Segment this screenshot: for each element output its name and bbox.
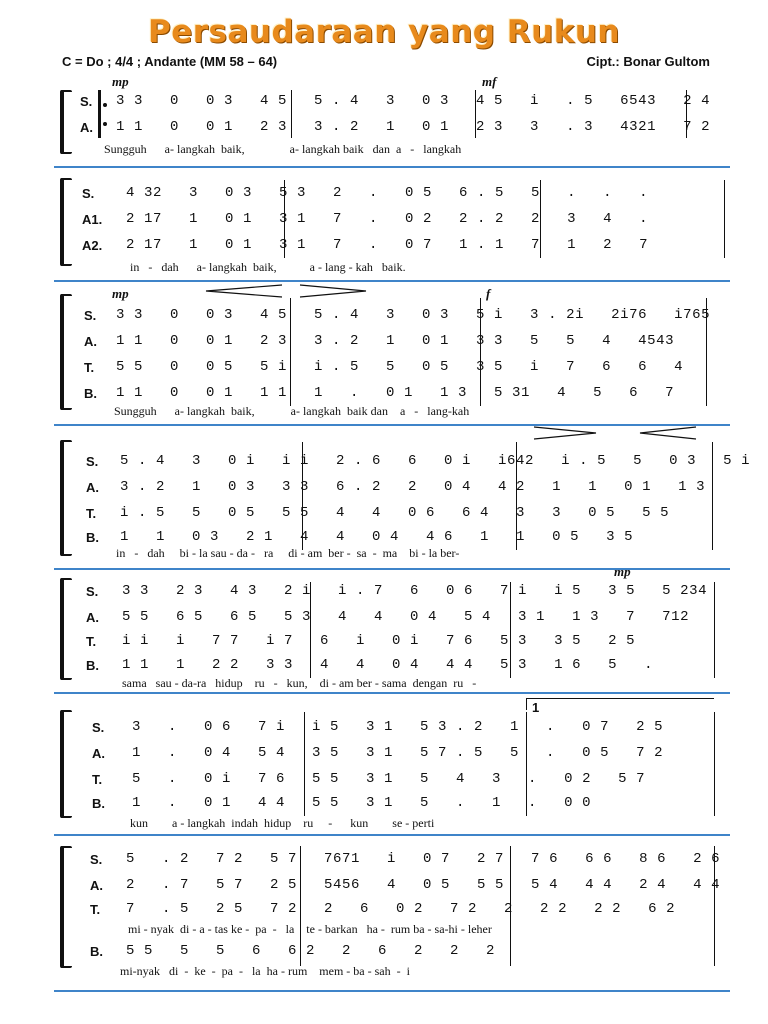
barline <box>724 180 725 258</box>
voice-notes: 3 3 0 0 3 4 5 5 . 4 3 0 3 4 5 i . 5 6543 2 4 <box>116 93 711 109</box>
voice-notes: 2 17 1 0 1 3 1 7 . 0 2 2 . 2 2 3 4 . <box>126 211 649 227</box>
decrescendo-hairpin <box>298 284 368 298</box>
voice-notes: i i i 7 7 i 7 6 i 0 i 7 6 5 3 3 5 2 5 <box>122 633 636 649</box>
composer-credit: Cipt.: Bonar Gultom <box>586 54 710 69</box>
score-system-6 <box>54 698 730 832</box>
lyric-line: mi-nyak di - ke - pa - la ha - rum mem - ba - sah - i <box>120 964 410 978</box>
system-brace <box>60 710 72 818</box>
score-system-3 <box>54 286 730 420</box>
lyric-line: mi - nyak di - a - tas ke - pa - la te - barkan ha - rum ba - sa-hi - leher <box>128 922 492 936</box>
system-divider <box>54 834 730 836</box>
voice-label: A. <box>90 878 103 893</box>
voice-label: A. <box>86 610 99 625</box>
voice-label: T. <box>84 360 95 375</box>
voice-label: B. <box>90 944 103 959</box>
lyric-line: sama sau - da-ra hidup ru - kun, di - am ber - sama dengan ru - <box>122 676 477 690</box>
score-system-1 <box>54 74 730 164</box>
system-brace <box>60 578 72 680</box>
voice-label: B. <box>86 530 99 545</box>
lyric-line: Sungguh a- langkah baik, a- langkah baik dan a - lang-kah <box>114 404 470 418</box>
voice-label: A1. <box>82 212 103 227</box>
voice-label: S. <box>80 94 93 109</box>
barline <box>714 582 715 678</box>
system-brace <box>60 90 72 154</box>
voice-notes: 1 . 0 4 5 4 3 5 3 1 5 7 . 5 5 . 0 5 7 2 <box>132 745 664 761</box>
system-brace <box>60 294 72 410</box>
dynamic-mark: mp <box>112 74 129 89</box>
system-brace <box>60 440 72 556</box>
score-system-4 <box>54 428 751 564</box>
dynamic-mark: f <box>486 286 491 301</box>
crescendo-hairpin <box>638 426 698 440</box>
voice-label: A2. <box>82 238 103 253</box>
voice-notes: 5 . 4 3 0 i i i 2 . 6 6 0 i i642 i . 5 5 0 3 5 i <box>120 453 751 469</box>
repeat-dot <box>103 122 107 126</box>
dynamic-mark: mp <box>614 564 631 579</box>
system-divider <box>54 280 730 282</box>
lyric-line: Sungguh a- langkah baik, a- langkah baik dan a - langkah <box>104 142 462 156</box>
system-brace <box>60 846 72 968</box>
dynamic-mark: mf <box>482 74 497 89</box>
volta-bracket <box>526 698 527 710</box>
voice-label: S. <box>82 186 95 201</box>
page-title: Persaudaraan yang Rukun <box>148 14 620 50</box>
voice-notes: 7 . 5 2 5 7 2 2 6 0 2 7 2 2 2 2 2 2 6 2 <box>126 901 676 917</box>
barline <box>714 712 715 816</box>
voice-label: S. <box>86 454 99 469</box>
voice-notes: 5 . 0 i 7 6 5 5 3 1 5 4 3 . 0 2 5 7 <box>132 771 646 787</box>
voice-label: A. <box>84 334 97 349</box>
lyric-line: in - dah bi - la sau - da - ra di - am ber - sa - ma bi - la ber- <box>116 546 460 560</box>
voice-label: S. <box>86 584 99 599</box>
voice-notes: 3 3 2 3 4 3 2 i i . 7 6 0 6 7 i i 5 3 5 5 234 <box>122 583 708 599</box>
voice-notes: 5 5 5 5 6 6 2 2 6 2 2 2 <box>126 943 496 959</box>
voice-label: T. <box>90 902 101 917</box>
dynamic-mark: mp <box>112 286 129 301</box>
voice-label: A. <box>80 120 93 135</box>
voice-notes: 2 . 7 5 7 2 5 5456 4 0 5 5 5 5 4 4 4 2 4 4 4 <box>126 877 721 893</box>
voice-notes: 2 17 1 0 1 3 1 7 . 0 7 1 . 1 7 1 2 7 <box>126 237 649 253</box>
voice-label: A. <box>92 746 105 761</box>
voice-notes: 5 5 6 5 6 5 5 3 4 4 0 4 5 4 3 1 1 3 7 712 <box>122 609 690 625</box>
voice-label: B. <box>86 658 99 673</box>
system-divider <box>54 424 730 426</box>
key-tempo-info: C = Do ; 4/4 ; Andante (MM 58 – 64) <box>62 54 278 69</box>
voice-notes: 5 5 0 0 5 5 i i . 5 5 0 5 3 5 i 7 6 6 4 <box>116 359 684 375</box>
lyric-line: in - dah a- langkah baik, a - lang - kah baik. <box>130 260 406 274</box>
voice-notes: 4 32 3 0 3 5 3 2 . 0 5 6 . 5 5 . . . <box>126 185 649 201</box>
repeat-dot <box>103 103 107 107</box>
voice-notes: 1 1 1 2 2 3 3 4 4 0 4 4 4 5 3 1 6 5 . <box>122 657 654 673</box>
voice-notes: 1 . 0 1 4 4 5 5 3 1 5 . 1 . 0 0 <box>132 795 592 811</box>
voice-label: S. <box>92 720 105 735</box>
voice-label: T. <box>86 506 97 521</box>
volta-bracket-line <box>526 698 714 699</box>
voice-label: B. <box>84 386 97 401</box>
voice-notes: i . 5 5 0 5 5 5 4 4 0 6 6 4 3 3 0 5 5 5 <box>120 505 670 521</box>
volta-number: 1 <box>532 700 540 715</box>
voice-notes: 3 . 2 1 0 3 3 3 6 . 2 2 0 4 4 2 1 1 0 1 1 3 <box>120 479 706 495</box>
voice-notes: 3 . 0 6 7 i i 5 3 1 5 3 . 2 1 . 0 7 2 5 <box>132 719 664 735</box>
voice-label: T. <box>92 772 103 787</box>
crescendo-hairpin <box>204 284 284 298</box>
voice-label: A. <box>86 480 99 495</box>
score-system-7 <box>54 840 730 988</box>
voice-notes: 1 1 0 0 1 2 3 3 . 2 1 0 1 3 3 5 5 4 4543 <box>116 333 675 349</box>
system-divider <box>54 166 730 168</box>
voice-label: T. <box>86 634 97 649</box>
score-system-2 <box>54 172 730 276</box>
decrescendo-hairpin <box>532 426 598 440</box>
voice-label: B. <box>92 796 105 811</box>
system-divider <box>54 692 730 694</box>
system-divider <box>54 990 730 992</box>
voice-notes: 1 1 0 0 1 1 1 1 . 0 1 1 3 5 31 4 5 6 7 <box>116 385 675 401</box>
voice-notes: 1 1 0 0 1 2 3 3 . 2 1 0 1 2 3 3 . 3 4321 7 2 <box>116 119 711 135</box>
voice-label: S. <box>84 308 97 323</box>
system-brace <box>60 178 72 266</box>
voice-label: S. <box>90 852 103 867</box>
lyric-line: kun a - langkah indah hidup ru - kun se - perti <box>130 816 435 830</box>
repeat-barline <box>98 90 101 138</box>
score-system-5 <box>54 564 730 690</box>
voice-notes: 1 1 0 3 2 1 4 4 0 4 4 6 1 1 0 5 3 5 <box>120 529 634 545</box>
voice-notes: 3 3 0 0 3 4 5 5 . 4 3 0 3 5 i 3 . 2i 2i76 i765 <box>116 307 711 323</box>
voice-notes: 5 . 2 7 2 5 7 7671 i 0 7 2 7 7 6 6 6 8 6 2 6 <box>126 851 721 867</box>
